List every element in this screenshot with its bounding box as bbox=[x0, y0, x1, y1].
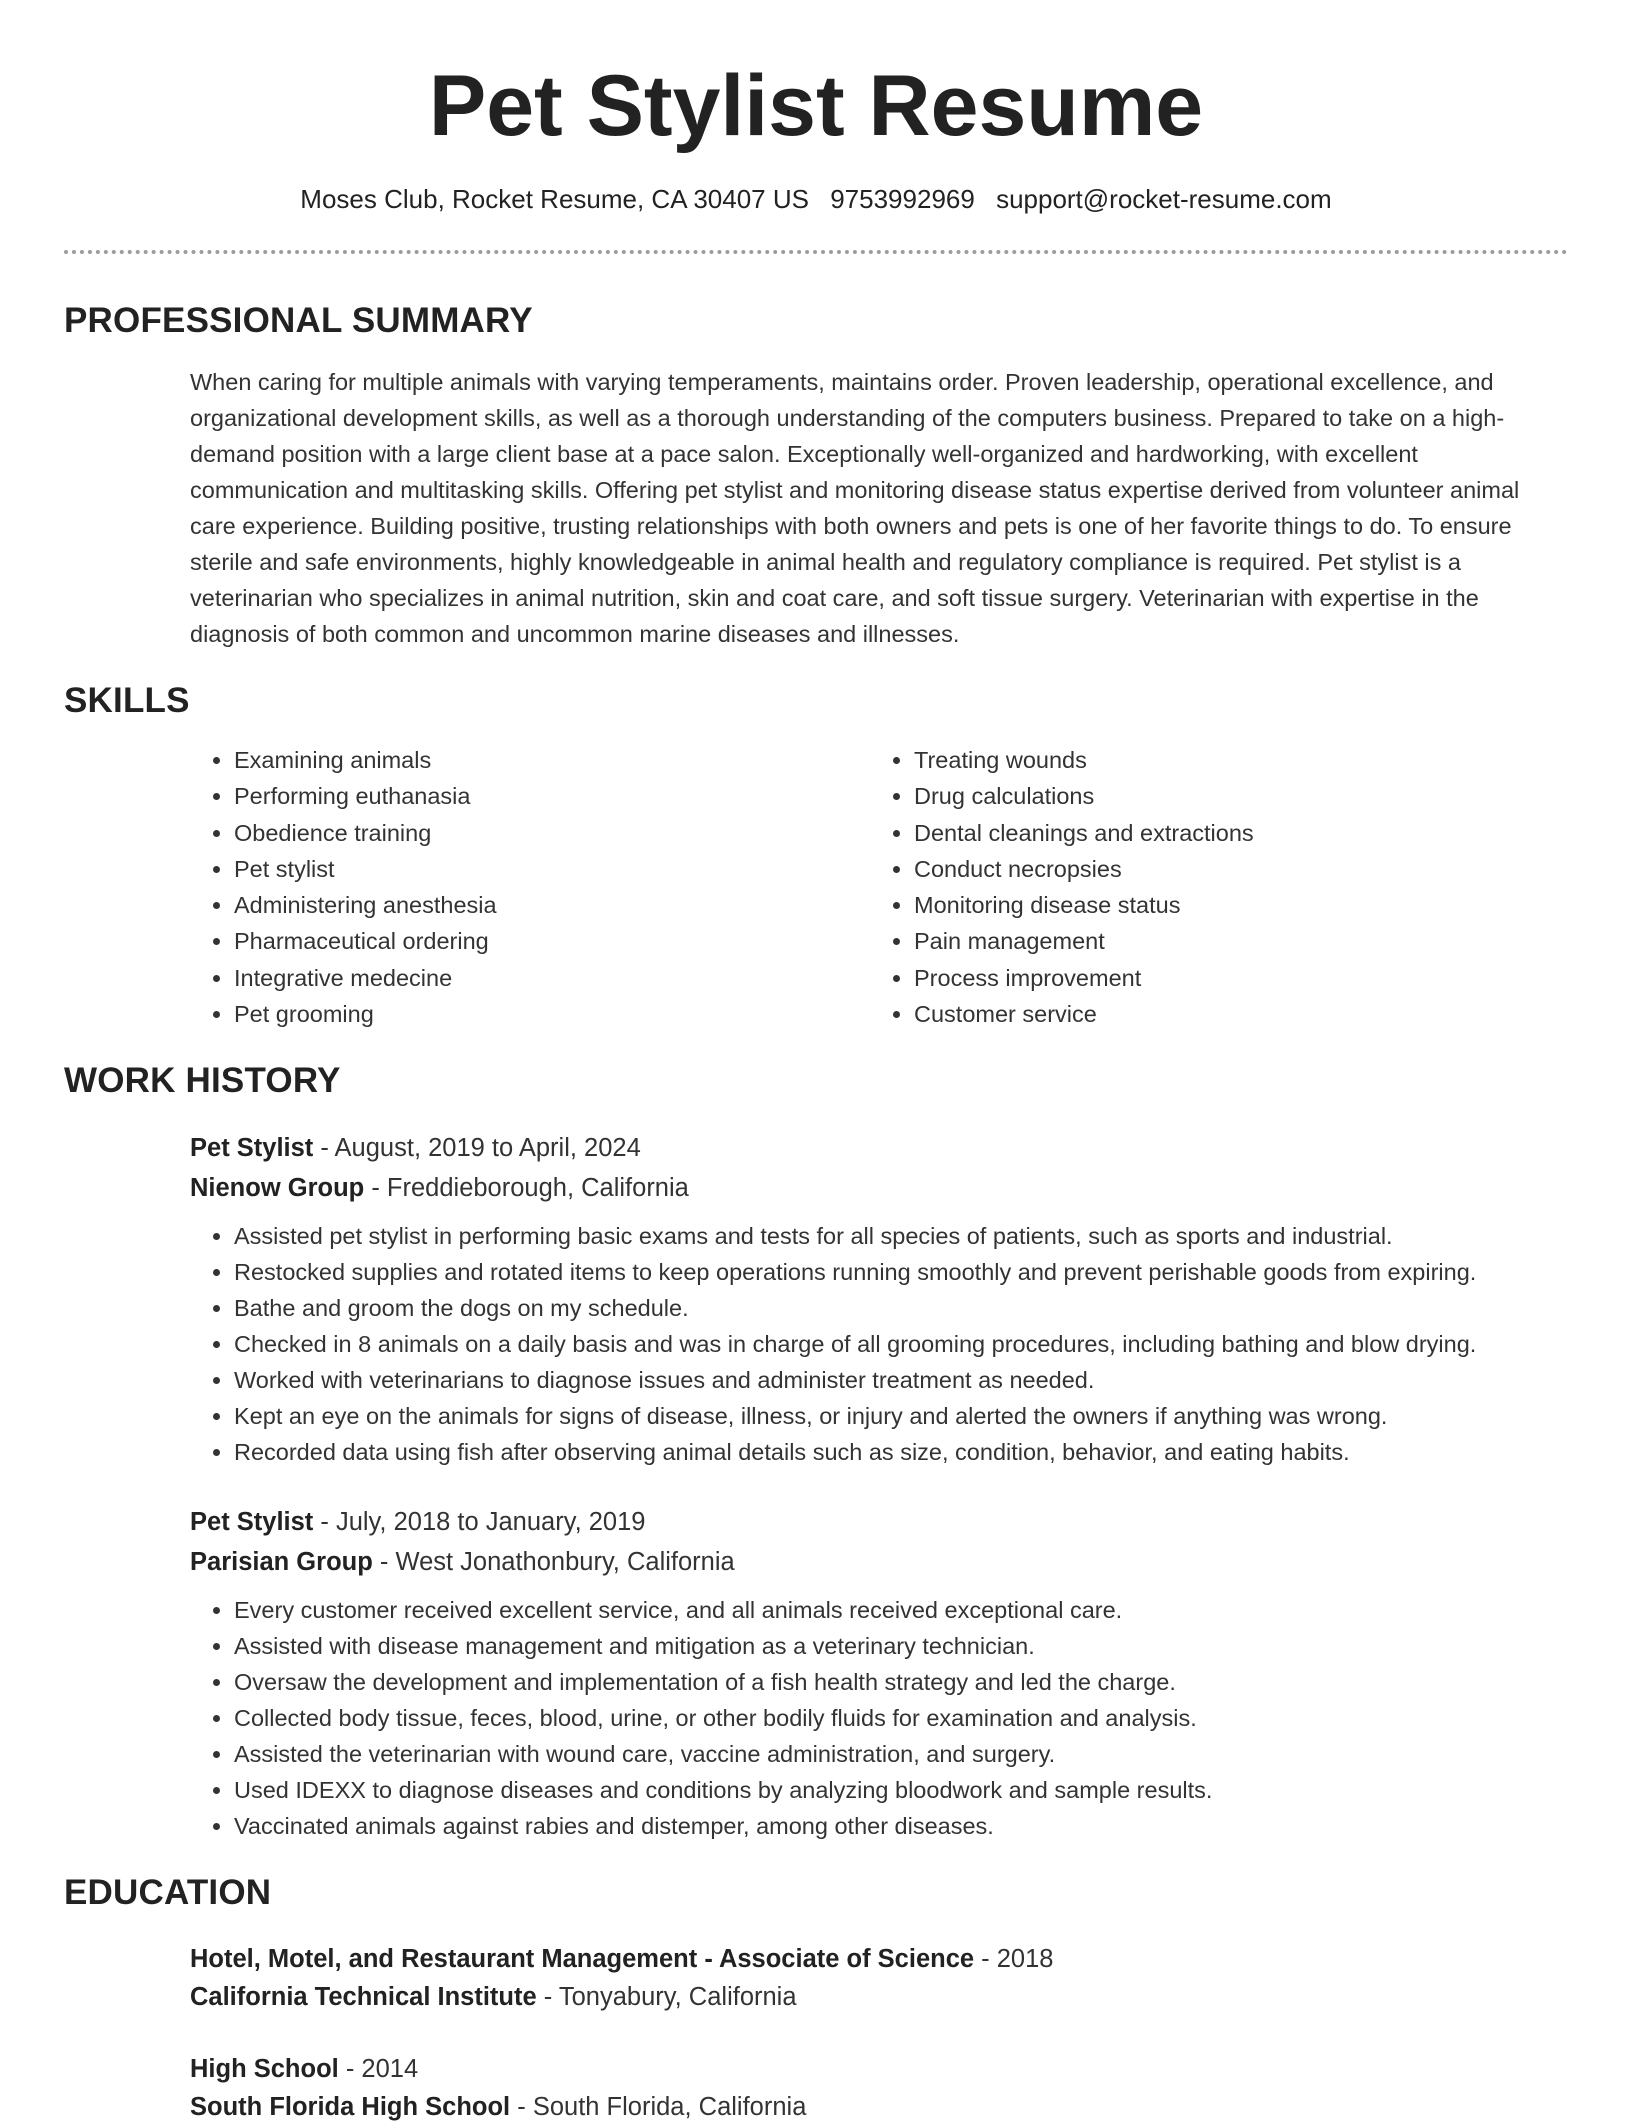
skill-item: • Obedience training bbox=[234, 815, 870, 851]
job-entry bbox=[190, 1128, 1568, 1470]
job-bullet: • Assisted pet stylist in performing basic exams and tests for all species of patients, such as sports and industrial. bbox=[234, 1218, 1568, 1254]
skill-item: • Conduct necropsies bbox=[914, 851, 1254, 887]
education-school-line bbox=[190, 1978, 1568, 2016]
education-location: - Tonyabury, California bbox=[536, 1983, 797, 2012]
education-heading: EDUCATION bbox=[64, 1873, 272, 1913]
education-entry bbox=[190, 2050, 1568, 2126]
skill-item: • Performing euthanasia bbox=[234, 778, 870, 814]
summary-heading: PROFESSIONAL SUMMARY bbox=[64, 301, 533, 340]
job-bullet: • Assisted with disease management and mitigation as a veterinary technician. bbox=[234, 1628, 1568, 1664]
skills-list bbox=[190, 742, 1568, 1032]
work-history-heading: WORK HISTORY bbox=[64, 1061, 341, 1101]
job-company: Nienow Group bbox=[190, 1174, 365, 1203]
education-year: - 2014 bbox=[338, 2055, 419, 2084]
skill-item: • Process improvement bbox=[914, 960, 1254, 996]
contact-phone: 9753992969 bbox=[830, 184, 975, 214]
job-dates: - August, 2019 to April, 2024 bbox=[313, 1134, 641, 1163]
skill-item: • Drug calculations bbox=[914, 778, 1254, 814]
skills-column-left bbox=[190, 742, 870, 1032]
job-title-line bbox=[190, 1128, 1568, 1168]
education-entry bbox=[190, 1940, 1568, 2016]
skill-item: • Pain management bbox=[914, 923, 1254, 959]
job-bullet: • Collected body tissue, feces, blood, urine, or other bodily fluids for examination and analysis. bbox=[234, 1700, 1568, 1736]
education-school: California Technical Institute bbox=[190, 1983, 537, 2012]
job-title: Pet Stylist bbox=[190, 1508, 314, 1537]
education-location: - South Florida, California bbox=[510, 2093, 807, 2122]
job-bullets bbox=[190, 1592, 1568, 1844]
skill-item: • Customer service bbox=[914, 996, 1254, 1032]
job-bullet: • Every customer received excellent service, and all animals received exceptional care. bbox=[234, 1592, 1568, 1628]
education-school: South Florida High School bbox=[190, 2093, 511, 2122]
education-degree: Hotel, Motel, and Restaurant Management - Associate of Science bbox=[190, 1945, 975, 1974]
job-bullet: • Kept an eye on the animals for signs of disease, illness, or injury and alerted the owners if anything was wrong. bbox=[234, 1398, 1568, 1434]
job-title-line bbox=[190, 1502, 1568, 1542]
job-company-line bbox=[190, 1542, 1568, 1582]
skill-item: • Examining animals bbox=[234, 742, 870, 778]
job-dates: - July, 2018 to January, 2019 bbox=[313, 1508, 646, 1537]
summary-text: When caring for multiple animals with varying temperaments, maintains order. Proven leadership, operational excellence, and organizational development skills, as well as a thorough understanding of the computers business. Prepared to take on a high-demand position with a large client base at a pace salon. Exceptionally well-organized and hardworking, with excellent communication and multitasking skills. Offering pet stylist and monitoring disease status expertise derived from volunteer animal care experience. Building positive, trusting relationships with both owners and pets is one of her favorite things to do. To ensure sterile and safe environments, highly knowledgeable in animal health and regulatory compliance is required. Pet stylist is a veterinarian who specializes in animal nutrition, skin and coat care, and soft tissue surgery. Veterinarian with expertise in the diagnosis of both common and uncommon marine diseases and illnesses. bbox=[190, 369, 1520, 647]
job-entry bbox=[190, 1502, 1568, 1844]
skill-item: • Dental cleanings and extractions bbox=[914, 815, 1254, 851]
header-divider bbox=[64, 250, 1568, 254]
skill-item: • Pet stylist bbox=[234, 851, 870, 887]
job-bullet: • Bathe and groom the dogs on my schedule. bbox=[234, 1290, 1568, 1326]
education-degree: High School bbox=[190, 2055, 339, 2084]
job-bullet: • Restocked supplies and rotated items to keep operations running smoothly and prevent perishable goods from expiring. bbox=[234, 1254, 1568, 1290]
education-degree-line bbox=[190, 2050, 1568, 2088]
skill-item: • Pet grooming bbox=[234, 996, 870, 1032]
job-company: Parisian Group bbox=[190, 1548, 373, 1577]
contact-email: support@rocket-resume.com bbox=[996, 184, 1332, 214]
job-bullet: • Assisted the veterinarian with wound care, vaccine administration, and surgery. bbox=[234, 1736, 1568, 1772]
skill-item: • Administering anesthesia bbox=[234, 887, 870, 923]
skill-item: • Treating wounds bbox=[914, 742, 1254, 778]
job-bullet: • Used IDEXX to diagnose diseases and conditions by analyzing bloodwork and sample results. bbox=[234, 1772, 1568, 1808]
job-bullet: • Checked in 8 animals on a daily basis and was in charge of all grooming procedures, including bathing and blow drying. bbox=[234, 1326, 1568, 1362]
job-title: Pet Stylist bbox=[190, 1134, 314, 1163]
job-bullets bbox=[190, 1218, 1568, 1470]
skills-heading: SKILLS bbox=[64, 681, 190, 720]
education-year: - 2018 bbox=[974, 1945, 1054, 1974]
job-location: - West Jonathonbury, California bbox=[372, 1548, 735, 1577]
education-school-line bbox=[190, 2088, 1568, 2126]
job-bullet: • Vaccinated animals against rabies and distemper, among other diseases. bbox=[234, 1808, 1568, 1844]
contact-address: Moses Club, Rocket Resume, CA 30407 US bbox=[300, 184, 809, 214]
job-company-line bbox=[190, 1168, 1568, 1208]
job-bullet: • Recorded data using fish after observing animal details such as size, condition, behavior, and eating habits. bbox=[234, 1434, 1568, 1470]
skill-item: • Pharmaceutical ordering bbox=[234, 923, 870, 959]
skills-column-right bbox=[870, 742, 1254, 1032]
education-degree-line bbox=[190, 1940, 1568, 1978]
job-bullet: • Oversaw the development and implementation of a fish health strategy and led the charge. bbox=[234, 1664, 1568, 1700]
skill-item: • Monitoring disease status bbox=[914, 887, 1254, 923]
resume-title: Pet Stylist Resume bbox=[428, 58, 1204, 154]
job-bullet: • Worked with veterinarians to diagnose issues and administer treatment as needed. bbox=[234, 1362, 1568, 1398]
skill-item: • Integrative medecine bbox=[234, 960, 870, 996]
contact-line bbox=[64, 182, 1568, 216]
job-location: - Freddieborough, California bbox=[364, 1174, 689, 1203]
resume-page bbox=[64, 0, 1568, 2126]
